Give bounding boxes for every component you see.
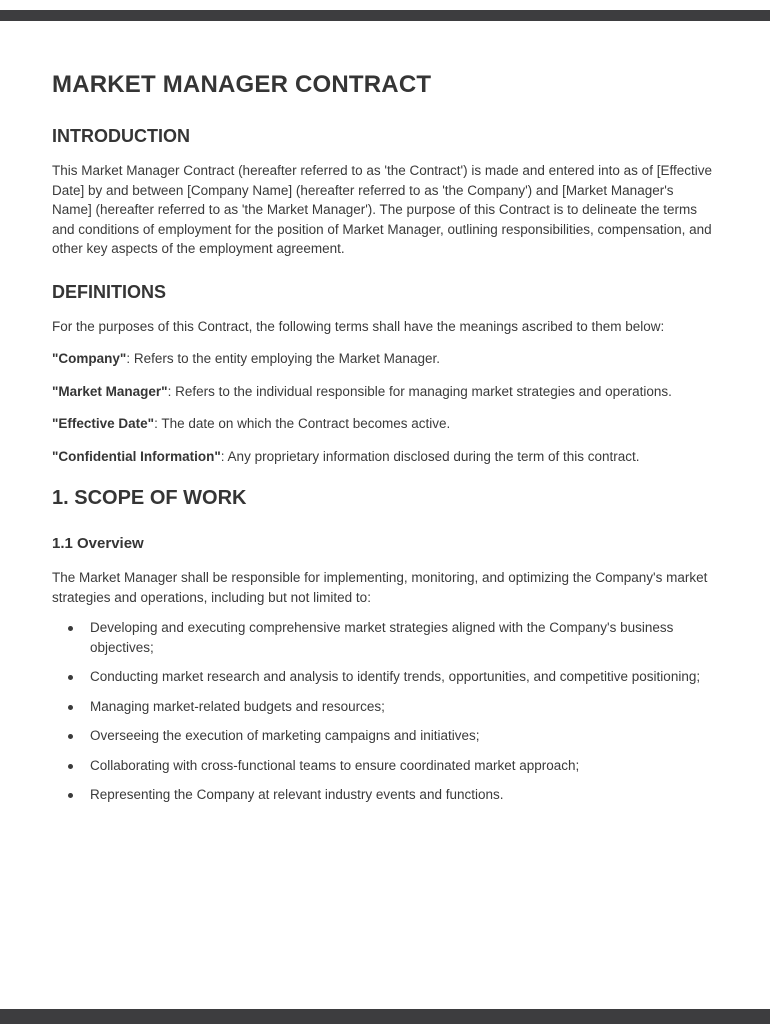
definition-term: "Effective Date" (52, 416, 155, 431)
definition-item-company (52, 349, 712, 369)
overview-subheading: 1.1 Overview (52, 535, 144, 552)
overview-paragraph: The Market Manager shall be responsible for implementing, monitoring, and optimizing the Company's market strategies and operations, including but not limited to: (52, 570, 708, 605)
list-item: Managing market-related budgets and resources; (52, 697, 714, 717)
definition-text: : Any proprietary information disclosed during the term of this contract. (220, 448, 640, 464)
definition-text: : Refers to the entity employing the Market Manager. (126, 351, 440, 366)
definitions-intro-paragraph: For the purposes of this Contract, the following terms shall have the meanings ascribed to them below: (52, 318, 665, 334)
responsibilities-list (52, 618, 714, 805)
introduction-paragraph: This Market Manager Contract (hereafter referred to as 'the Contract') is made and entered into as of [Effective Date] by and between [Company Name] (hereafter referred to as 'the Company') and [Market Manager's Name] (hereafter referred to as 'the Market Manager'). The purpose of this Contract is to delineate the terms and conditions of employment for the position of Market Manager, outlining responsibilities, compensation, and other key aspects of the employment agreement. (52, 163, 712, 256)
definition-item-confidential-information (52, 447, 712, 467)
list-item: Collaborating with cross-functional teams to ensure coordinated market approach; (52, 756, 714, 776)
document-title: MARKET MANAGER CONTRACT (52, 71, 432, 98)
list-item: Developing and executing comprehensive market strategies aligned with the Company's business objectives; (52, 618, 714, 657)
definition-text: : Refers to the individual responsible for managing market strategies and operations. (167, 383, 672, 399)
viewer-background-top-edge (0, 10, 770, 21)
definition-term: "Market Manager" (52, 383, 168, 399)
list-item: Conducting market research and analysis to identify trends, opportunities, and competitive positioning; (52, 667, 714, 687)
scope-of-work-heading: 1. SCOPE OF WORK (52, 487, 247, 509)
definition-item-effective-date (52, 414, 712, 434)
definitions-heading: DEFINITIONS (52, 281, 167, 302)
viewer-background-bottom-edge (0, 1009, 770, 1024)
definition-text: : The date on which the Contract becomes active. (154, 416, 451, 431)
definition-term: "Confidential Information" (52, 448, 221, 464)
introduction-heading: INTRODUCTION (52, 126, 190, 146)
definition-term: "Company" (52, 351, 127, 366)
list-item: Representing the Company at relevant industry events and functions. (52, 785, 714, 805)
list-item: Overseeing the execution of marketing campaigns and initiatives; (52, 726, 714, 746)
definition-item-market-manager (52, 382, 712, 402)
